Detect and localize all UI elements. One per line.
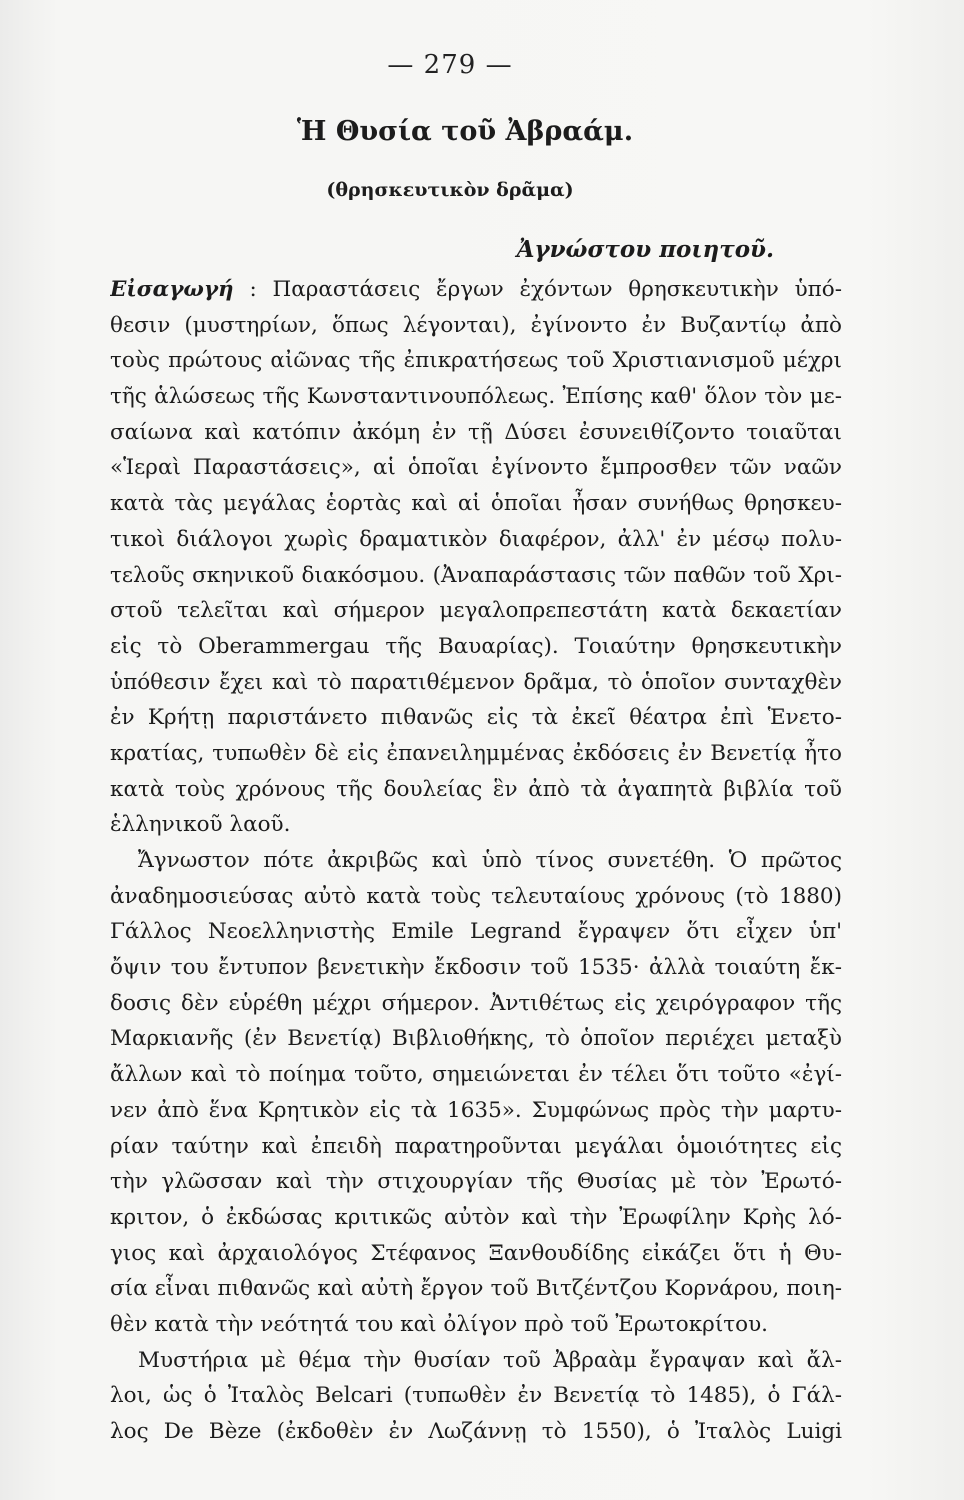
text-line: κατὰ τοὺς χρόνους τῆς δουλείας ἓν ἀπὸ τὰ ἀγαπητὰ βιβλία τοῦ xyxy=(110,776,842,802)
text-line: κατὰ τὰς μεγάλας ἑορτὰς καὶ αἱ ὁποῖαι ἦσαν συνήθως θρησκευ- xyxy=(110,491,842,517)
text-line: θεσιν (μυστηρίων, ὅπως λέγονται), ἐγίνοντο ἐν Βυζαντίῳ ἀπὸ xyxy=(110,312,842,338)
text-line: ἀναδημοσιεύσας αὐτὸ κατὰ τοὺς τελευταίους χρόνους (τὸ 1880) xyxy=(110,883,842,909)
text-line: εἰς τὸ Oberammergau τῆς Βαυαρίας). Τοιαύτην θρησκευτικὴν xyxy=(110,633,842,659)
subtitle: (θρησκευτικὸν δρᾶμα) xyxy=(326,179,574,201)
page-number: — 279 — xyxy=(387,50,513,80)
intro-label: Εἰσαγωγή xyxy=(110,277,234,302)
text-line: δοσις δὲν εὑρέθη μέχρι σήμερον. Ἀντιθέτως εἰς χειρόγραφον τῆς xyxy=(110,990,842,1016)
text-line: ὄψιν του ἔντυπον βενετικὴν ἔκδοσιν τοῦ 1535· ἀλλὰ τοιαύτη ἔκ- xyxy=(110,955,842,981)
text-line: Εἰσαγωγή : Παραστάσεις ἔργων ἐχόντων θρησκευτικὴν ὑπό- xyxy=(110,277,842,302)
text-line: κρατίας, τυπωθὲν δὲ εἰς ἐπανειλημμένας ἐκδόσεις ἐν Βενετίᾳ ἦτο xyxy=(110,740,842,766)
text-line: γιος καὶ ἀρχαιολόγος Στέφανος Ξανθουδίδης εἰκάζει ὅτι ἡ Θυ- xyxy=(110,1240,842,1266)
text-line: λος De Bèze (ἐκδοθὲν ἐν Λωζάννῃ τὸ 1550), ὁ Ἰταλὸς Luigi xyxy=(110,1419,842,1444)
text-line: ἐν Κρήτῃ παριστάνετο πιθανῶς εἰς τὰ ἐκεῖ θέατρα ἐπὶ Ἑνετο- xyxy=(110,705,842,731)
text-line: στοῦ τελεῖται καὶ σήμερον μεγαλοπρεπεστάτη κατὰ δεκαετίαν xyxy=(110,598,842,624)
text-line: νεν ἀπὸ ἕνα Κρητικὸν εἰς τὰ 1635». Συμφώνως πρὸς τὴν μαρτυ- xyxy=(110,1097,842,1123)
text-line: Μαρκιανῆς (ἐν Βενετίᾳ) Βιβλιοθήκης, τὸ ὁποῖον περιέχει μεταξὺ xyxy=(110,1026,842,1052)
text-line: σία εἶναι πιθανῶς καὶ αὐτὴ ἔργον τοῦ Βιτζέντζου Κορνάρου, ποιη- xyxy=(110,1276,842,1302)
text-line: Μυστήρια μὲ θέμα τὴν θυσίαν τοῦ Ἀβραὰμ ἔγραψαν καὶ ἄλ- xyxy=(138,1347,842,1373)
text-line: «Ἱεραὶ Παραστάσεις», αἱ ὁποῖαι ἐγίνοντο ἔμπροσθεν τῶν ναῶν xyxy=(110,455,842,481)
text-line: ἄλλων καὶ τὸ ποίημα τοῦτο, σημειώνεται ἐν τέλει ὅτι τοῦτο «ἐγί- xyxy=(110,1062,842,1088)
text-line: τὴν γλῶσσαν καὶ τὴν στιχουργίαν τῆς Θυσίας μὲ τὸν Ἐρωτό- xyxy=(110,1169,842,1195)
author-attribution: Ἀγνώστου ποιητοῦ. xyxy=(516,236,774,263)
text-line: Γάλλος Νεοελληνιστὴς Emile Legrand ἔγραψεν ὅτι εἶχεν ὑπ' xyxy=(110,919,842,945)
text-line: ρίαν ταύτην καὶ ἐπειδὴ παρατηροῦνται μεγάλαι ὁμοιότητες εἰς xyxy=(110,1133,842,1159)
text-line: ἑλληνικοῦ λαοῦ. xyxy=(110,812,291,838)
body-text xyxy=(110,272,842,1450)
text-line: τῆς ἁλώσεως τῆς Κωνσταντινουπόλεως. Ἐπίσης καθ' ὅλον τὸν με- xyxy=(110,384,842,410)
text-line: ὑπόθεσιν ἔχει καὶ τὸ παρατιθέμενον δρᾶμα, τὸ ὁποῖον συνταχθὲν xyxy=(110,669,842,695)
text-line: λοι, ὡς ὁ Ἰταλὸς Belcari (τυπωθὲν ἐν Βενετίᾳ τὸ 1485), ὁ Γάλ- xyxy=(110,1383,842,1409)
page-title: Ἡ Θυσία τοῦ Ἀβραάμ. xyxy=(296,116,634,147)
text-line: θὲν κατὰ τὴν νεότητά του καὶ ὀλίγον πρὸ τοῦ Ἐρωτοκρίτου. xyxy=(110,1311,768,1337)
text-line: τικοὶ διάλογοι χωρὶς δραματικὸν διαφέρον, ἀλλ' ἐν μέσῳ πολυ- xyxy=(110,526,842,552)
text-line: κριτον, ὁ ἐκδώσας κριτικῶς αὐτὸν καὶ τὴν Ἐρωφίλην Κρὴς λό- xyxy=(110,1204,842,1230)
text-line: τελοῦς σκηνικοῦ διακόσμου. (Ἀναπαράστασις τῶν παθῶν τοῦ Χρι- xyxy=(110,562,842,588)
text-line: σαίωνα καὶ κατόπιν ἀκόμη ἐν τῇ Δύσει ἐσυνειθίζοντο τοιαῦται xyxy=(110,419,842,445)
text-line: Ἄγνωστον πότε ἀκριβῶς καὶ ὑπὸ τίνος συνετέθη. Ὁ πρῶτος xyxy=(138,848,842,873)
text-line: τοὺς πρώτους αἰῶνας τῆς ἐπικρατήσεως τοῦ Χριστιανισμοῦ μέχρι xyxy=(110,348,842,374)
